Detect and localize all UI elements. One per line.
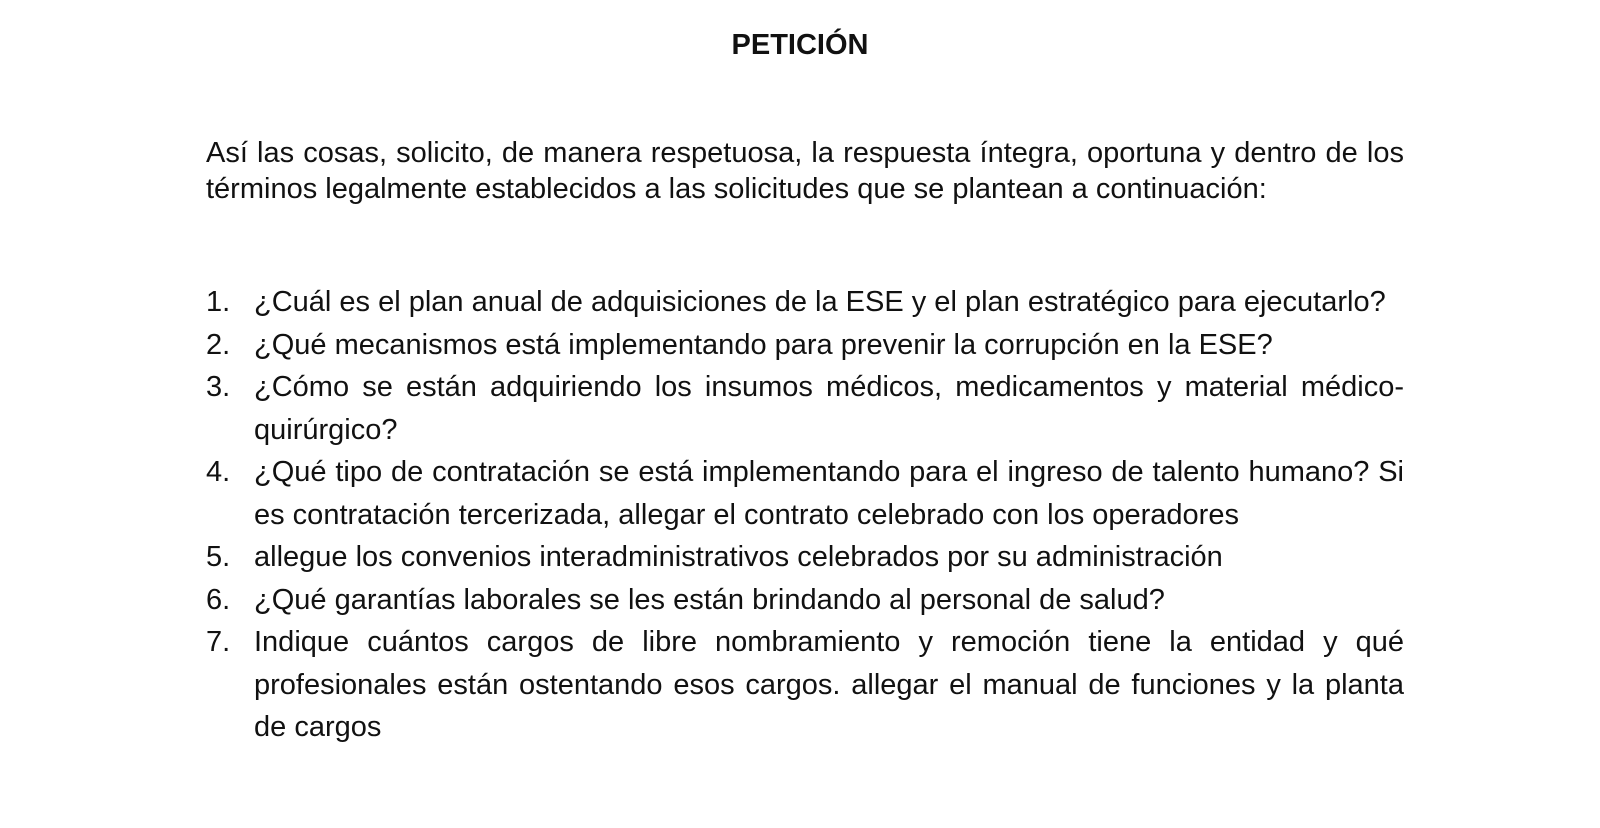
request-number: 1. bbox=[206, 286, 231, 318]
request-list bbox=[206, 281, 1404, 749]
document-title: PETICIÓN bbox=[731, 29, 869, 61]
request-text: ¿Qué mecanismos está implementando para prevenir la corrupción en la ESE? bbox=[254, 328, 1273, 361]
request-text: ¿Qué tipo de contratación se está implementando para el ingreso de talento humano? Si es contratación tercerizada, allegar el contrato celebrado con los operadores bbox=[254, 456, 1404, 531]
request-text: ¿Cómo se están adquiriendo los insumos médicos, medicamentos y material médico-quirúrgico? bbox=[254, 371, 1404, 446]
request-text: allegue los convenios interadministrativos celebrados por su administración bbox=[254, 541, 1223, 573]
intro-paragraph: Así las cosas, solicito, de manera respetuosa, la respuesta íntegra, oportuna y dentro de los términos legalmente establecidos a las solicitudes que se plantean a continuación: bbox=[206, 137, 1404, 205]
request-number: 3. bbox=[206, 371, 231, 403]
request-item-4 bbox=[206, 451, 1404, 536]
request-text: ¿Cuál es el plan anual de adquisiciones de la ESE y el plan estratégico para ejecutarlo? bbox=[254, 286, 1386, 318]
request-item-7 bbox=[206, 621, 1404, 749]
request-item-2 bbox=[206, 324, 1404, 367]
request-item-1 bbox=[206, 281, 1404, 324]
request-item-6 bbox=[206, 579, 1404, 622]
request-text: ¿Qué garantías laborales se les están brindando al personal de salud? bbox=[254, 583, 1165, 616]
request-number: 6. bbox=[206, 583, 231, 616]
request-number: 5. bbox=[206, 541, 231, 573]
request-number: 2. bbox=[206, 328, 231, 361]
request-number: 7. bbox=[206, 626, 231, 658]
request-item-5 bbox=[206, 536, 1404, 579]
request-number: 4. bbox=[206, 456, 231, 488]
request-text: Indique cuántos cargos de libre nombramiento y remoción tiene la entidad y qué profesionales están ostentando esos cargos. allegar el manual de funciones y la planta de cargos bbox=[254, 626, 1404, 743]
request-item-3 bbox=[206, 366, 1404, 451]
